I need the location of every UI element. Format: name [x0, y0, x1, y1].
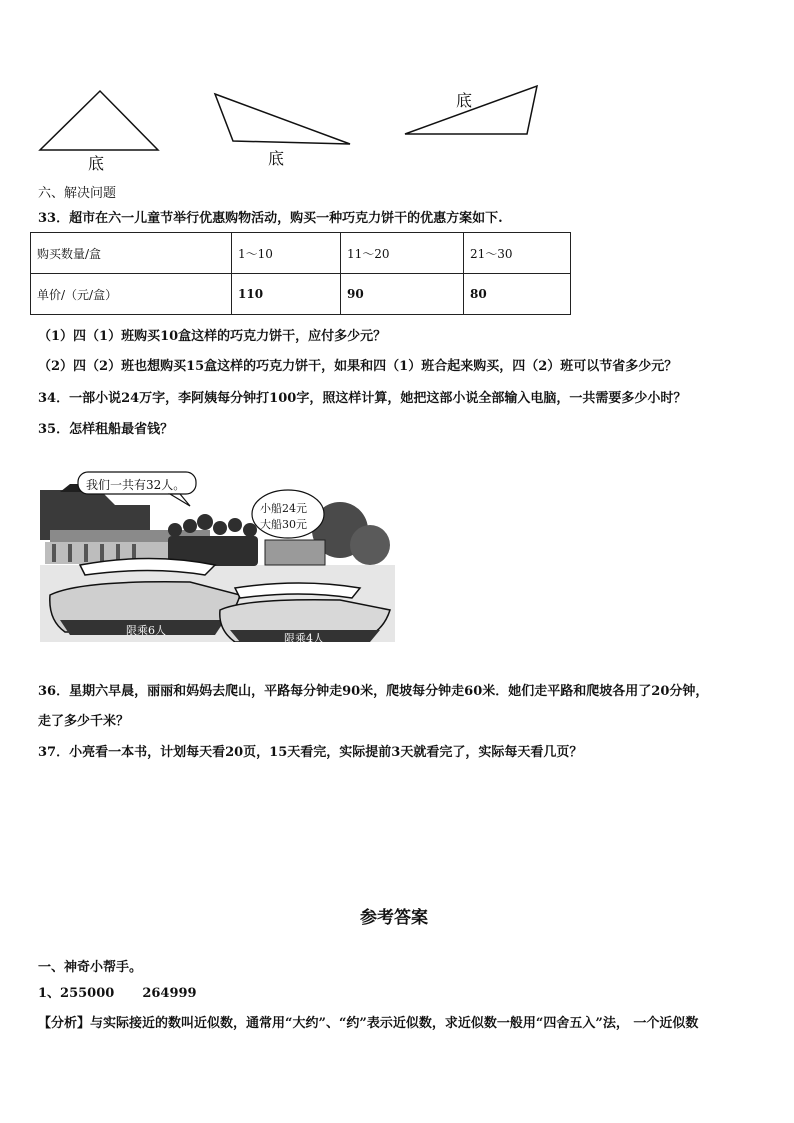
table-cell: 80: [464, 274, 571, 315]
table-cell: 1～10: [232, 233, 341, 274]
triangle-1: [40, 91, 158, 150]
question-35: 35．怎样租船最省钱？: [38, 422, 174, 437]
table-row: [31, 233, 571, 274]
section-heading: 六、解决问题: [38, 186, 117, 201]
question-37: 37．小亮看一本书，计划每天看20页，15天看完，实际提前3天就看完了，实际每天看几页？: [38, 745, 583, 760]
price-table: [30, 232, 571, 315]
question-33: 33．超市在六一儿童节举行优惠购物活动，购买一种巧克力饼干的优惠方案如下.: [38, 211, 503, 226]
answer-1-label: 1、: [38, 986, 61, 1001]
boat-rental-illustration: [40, 470, 395, 645]
question-33-1: （1）四（1）班购买10盒这样的巧克力饼干，应付多少元？: [38, 329, 387, 344]
triangle-2-base-label: 底: [268, 149, 285, 168]
speech-bubble-text: 我们一共有32人。: [86, 478, 186, 492]
question-36-line1: 36．星期六早晨，丽丽和妈妈去爬山，平路每分钟走90米，爬坡每分钟走60米．她们走平路和爬坡各用了20分钟，: [38, 684, 709, 699]
big-boat-capacity: 限乘6人: [126, 624, 166, 637]
triangle-1-base-label: 底: [88, 154, 105, 173]
table-cell: 90: [341, 274, 464, 315]
table-cell: 11～20: [341, 233, 464, 274]
answer-1-value-2: 264999: [142, 986, 197, 1001]
question-34: 34．一部小说24万字，李阿姨每分钟打100字，照这样计算，她把这部小说全部输入电脑，一共需要多少小时？: [38, 391, 687, 406]
price-sign-small-boat: 小船24元: [260, 502, 307, 515]
answer-analysis: 【分析】与实际接近的数叫近似数，通常用“大约”、“约”表示近似数，求近似数一般用“四舍五入”法， 一个近似数: [38, 1016, 699, 1031]
answers-section-heading: 一、神奇小帮手。: [38, 960, 143, 975]
table-header-cell: 购买数量/盒: [31, 233, 232, 274]
table-cell: 21～30: [464, 233, 571, 274]
question-36-line2: 走了多少千米？: [38, 714, 130, 729]
answer-1-value-1: 255000: [60, 986, 115, 1001]
question-33-2: （2）四（2）班也想购买15盒这样的巧克力饼干，如果和四（1）班合起来购买，四（2）班可以节省多少元？: [38, 359, 678, 374]
table-header-cell: 单价/（元/盒）: [31, 274, 232, 315]
triangle-2: [215, 94, 350, 144]
answer-1: [38, 982, 197, 1001]
triangle-3-base-label: 底: [456, 91, 473, 110]
small-boat-capacity: 限乘4人: [284, 632, 324, 645]
table-row: [31, 274, 571, 315]
price-sign-big-boat: 大船30元: [260, 518, 307, 531]
table-cell: 110: [232, 274, 341, 315]
answers-title: 参考答案: [360, 908, 428, 928]
